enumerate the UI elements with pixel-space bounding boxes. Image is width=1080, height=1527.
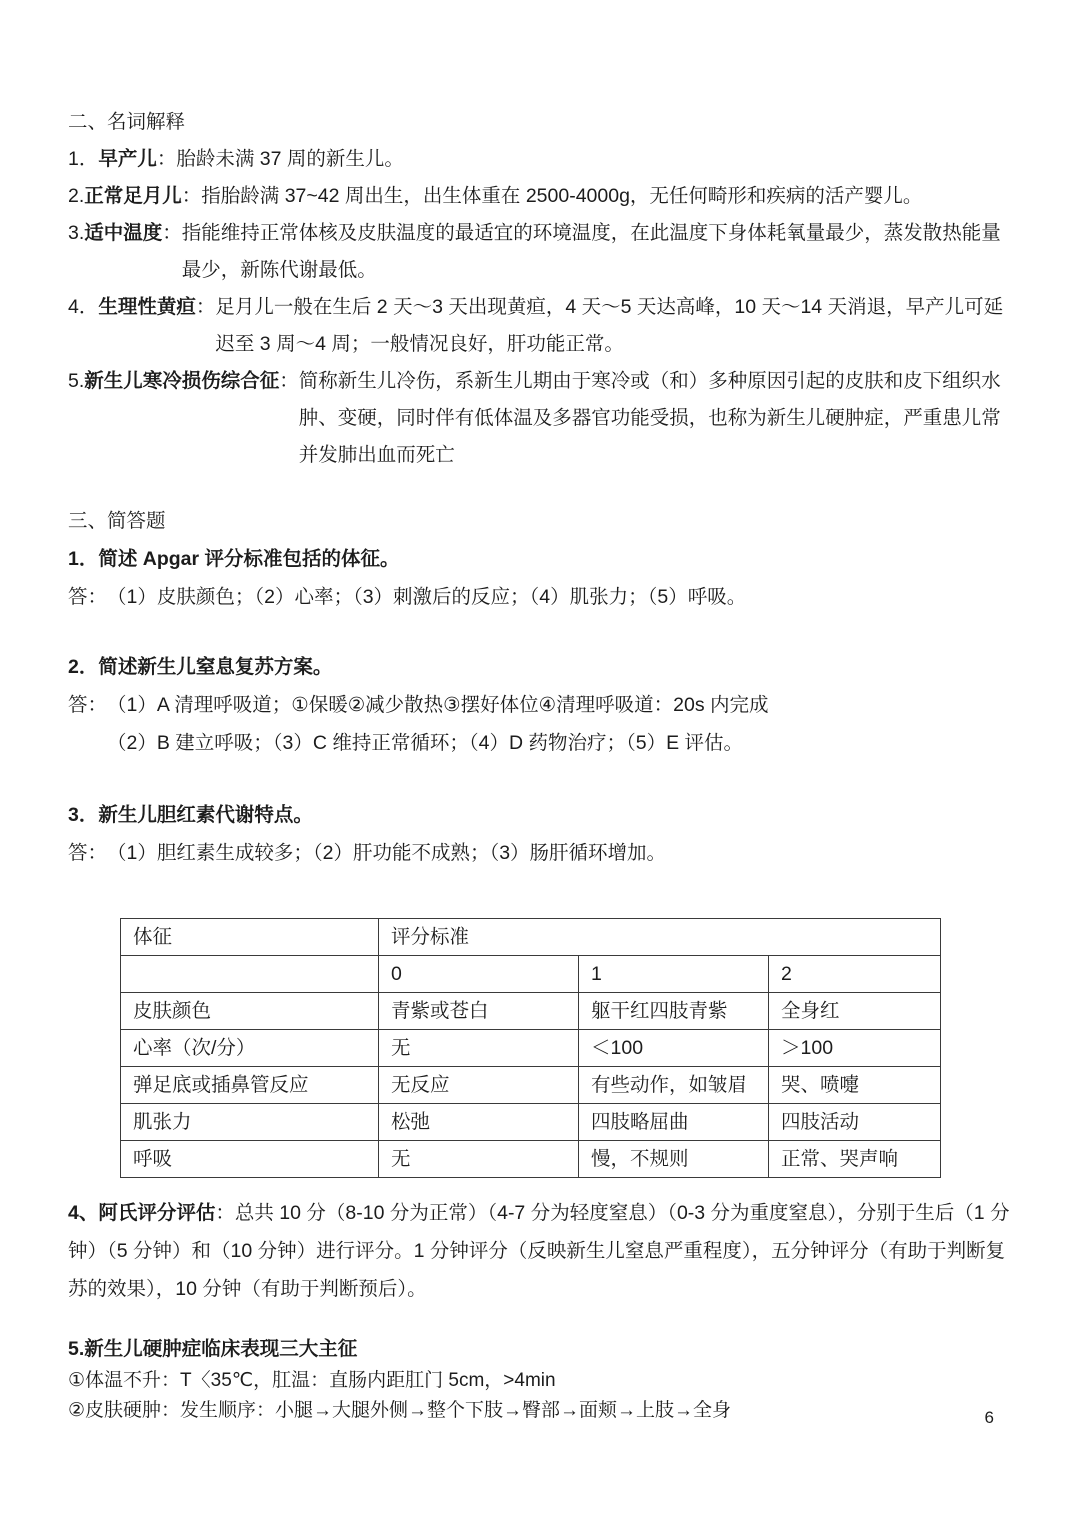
term-definition: 足月儿一般在生后 2 天～3 天出现黄疸，4 天～5 天达高峰，10 天～14 天消退，早产儿可延迟至 3 周～4 周；一般情况良好，肝功能正常。 [215,296,1004,355]
table-cell: 无 [379,1030,579,1067]
term-number: 5. [68,370,85,392]
table-cell: 全身红 [769,993,941,1030]
answer-line-2: （2）B 建立呼吸；（3）C 维持正常循环；（4）D 药物治疗；（5）E 评估。 [107,732,743,754]
answer-2 [68,686,1016,762]
apgar-assessment-colon: ： [215,1202,235,1224]
answer-line-1: （1）A 清理呼吸道；①保暖②减少散热③摆好体位④清理呼吸道：20s 内完成 [107,694,769,716]
table-cell: ＜100 [579,1030,769,1067]
term-name: 生理性黄疸 [98,296,196,318]
term-label [68,215,182,289]
term-colon: ： [156,148,177,170]
term-name: 新生儿寒冷损伤综合征 [84,370,280,392]
answer-label: 答： [68,586,108,608]
term-number: 1． [68,148,99,170]
table-cell: 心率（次/分） [121,1030,379,1067]
table-row [121,1104,941,1141]
term-label [68,141,176,178]
scleredema-heading: 5.新生儿硬肿症临床表现三大主征 [68,1338,358,1360]
table-cell: 呼吸 [121,1141,379,1178]
table-cell: 正常、哭声响 [769,1141,941,1178]
table-cell: 无 [379,1141,579,1178]
term-item-4 [68,289,1016,363]
term-item-5 [68,363,1016,474]
document-content [68,104,1016,1426]
table-cell: 四肢略屈曲 [579,1104,769,1141]
term-colon: ： [162,222,182,244]
table-header-row [121,919,941,956]
section-qa-title: 三、简答题 [68,510,166,532]
section-terms-title: 二、名词解释 [68,111,186,133]
answer-label: 答： [68,694,108,716]
apgar-assessment-lead: 4、阿氏评分评估 [68,1202,216,1224]
term-definition: 指能维持正常体核及皮肤温度的最适宜的环境温度，在此温度下身体耗氧量最少，蒸发散热能量最少，新陈代谢最低。 [181,222,1001,281]
term-item-2 [68,178,1016,215]
answer-text: （1）胆红素生成较多；（2）肝功能不成熟；（3）肠肝循环增加。 [107,842,667,864]
term-item-1 [68,141,1016,178]
answer-text: （1）皮肤颜色；（2）心率；（3）刺激后的反应；（4）肌张力；（5）呼吸。 [107,586,747,608]
table-cell: 松弛 [379,1104,579,1141]
table-cell: 0 [379,956,579,993]
table-score-row [121,956,941,993]
question-2: 2．简述新生儿窒息复苏方案。 [68,656,333,678]
table-cell: 四肢活动 [769,1104,941,1141]
table-cell: 哭、喷嚏 [769,1067,941,1104]
answer-text [107,686,1016,762]
question-1: 1．简述 Apgar 评分标准包括的体征。 [68,548,400,570]
table-cell: 无反应 [379,1067,579,1104]
term-name: 适中温度 [84,222,163,244]
term-colon: ： [195,296,216,318]
table-row [121,1030,941,1067]
table-row [121,993,941,1030]
table-row [121,1141,941,1178]
answer-label: 答： [68,842,108,864]
term-colon: ： [181,185,202,207]
term-label [68,363,299,474]
question-3: 3．新生儿胆红素代谢特点。 [68,804,313,826]
page-number: 6 [984,1408,994,1427]
term-definition: 胎龄未满 37 周的新生儿。 [176,148,404,170]
table-row [121,1067,941,1104]
scleredema-sign-2: ②皮肤硬肿：发生顺序：小腿→大腿外侧→整个下肢→臀部→面颊→上肢→全身 [68,1400,732,1421]
table-cell: 1 [579,956,769,993]
term-name: 早产儿 [98,148,157,170]
answer-3 [68,834,1016,872]
table-cell: 弹足底或插鼻管反应 [121,1067,379,1104]
apgar-assessment-paragraph [68,1194,1016,1308]
table-cell: 青紫或苍白 [379,993,579,1030]
table-cell: 有些动作，如皱眉 [579,1067,769,1104]
term-definition: 指胎龄满 37~42 周出生，出生体重在 2500-4000g，无任何畸形和疾病的活产婴儿。 [201,185,923,207]
apgar-assessment-text: 总共 10 分（8-10 分为正常）（4-7 分为轻度窒息）（0-3 分为重度窒息），分别于生后（1 分钟）（5 分钟）和（10 分钟）进行评分。1 分钟评分（反映新生儿窒息严重程度），五分钟评分（有助于判断复苏的效果），10 分钟（有助于判断预后）。 [68,1202,1010,1300]
table-cell: ＞100 [769,1030,941,1067]
table-cell: 评分标准 [379,919,941,956]
term-number: 4． [68,296,99,318]
answer-1 [68,578,1016,616]
table-cell: 慢，不规则 [579,1141,769,1178]
term-item-3 [68,215,1016,289]
table-cell: 肌张力 [121,1104,379,1141]
table-cell: 体征 [121,919,379,956]
term-label [68,178,201,215]
term-number: 2. [68,185,85,207]
term-number: 3. [68,222,85,244]
table-cell [121,956,379,993]
apgar-score-table [120,918,941,1178]
table-cell: 2 [769,956,941,993]
table-cell: 躯干红四肢青紫 [579,993,769,1030]
scleredema-sign-1: ①体温不升：T〈35℃，肛温：直肠内距肛门 5cm，>4min [68,1370,556,1391]
term-colon: ： [279,370,299,392]
term-label [68,289,215,363]
table-cell: 皮肤颜色 [121,993,379,1030]
term-definition: 简称新生儿冷伤，系新生儿期由于寒冷或（和）多种原因引起的皮肤和皮下组织水肿、变硬，同时伴有低体温及多器官功能受损，也称为新生儿硬肿症，严重患儿常并发肺出血而死亡 [298,370,1001,466]
term-name: 正常足月儿 [84,185,182,207]
